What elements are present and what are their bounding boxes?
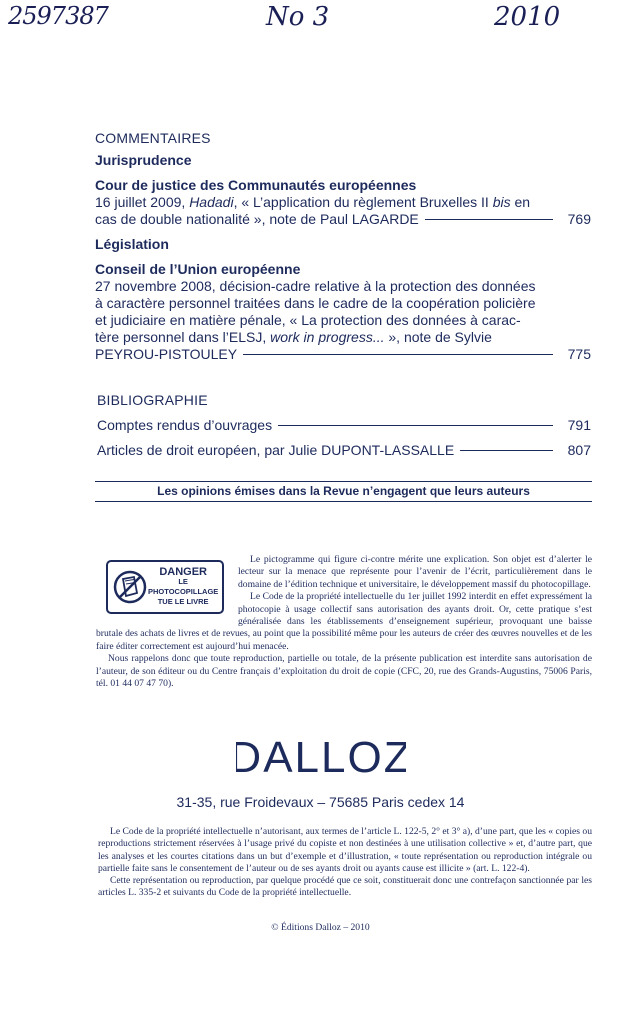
toc-entry-decision-cadre[interactable]: 27 novembre 2008, décision-cadre relative à la protection des données à caractère personnel traitées dans le cadre de la coopération policière et judiciaire en matière pénale, « La protection des données à carac- tère personnel dans l’ELSJ, work in progress... », note de Sylvie PEYROU-PISTOULEY 775 (95, 278, 591, 362)
notice-paragraph: Nous rappelons donc que toute reproduction, partielle ou totale, de la présente publication est interdite sans autorisation de l’auteur, de son éditeur ou du Centre français d’exploitation du droit de copie (CFC, 20, rue des Grands-Augustins, 75006 Paris, tél. 01 44 07 47 70). (96, 653, 592, 690)
toc-entry-comptes-rendus[interactable]: Comptes rendus d’ouvrages 791 (97, 417, 591, 433)
opinions-disclaimer: Les opinions émises dans la Revue n’engagent que leurs auteurs (95, 481, 592, 502)
notice-paragraph: Le pictogramme qui figure ci-contre mérite une explication. Son objet est d’alerter le lecteur sur la menace que représente pour l’avenir de l’écrit, particulièrement dans le domaine de l’édition technique et universitaire, le développement massif du photocopillage. (238, 554, 592, 590)
page-number: 791 (567, 417, 591, 433)
handwritten-number: 2597387 (8, 2, 108, 30)
page-number: 807 (567, 442, 591, 458)
page-number: 775 (567, 346, 591, 362)
dot-leader (425, 219, 553, 220)
council-heading: Conseil de l’Union européenne (95, 261, 301, 277)
dot-leader (243, 354, 553, 355)
heading-legislation: Législation (95, 236, 169, 252)
handwritten-issue: No 3 (266, 2, 330, 32)
dot-leader (278, 425, 553, 426)
publisher-address: 31-35, rue Froidevaux – 75685 Paris cedex 14 (176, 794, 465, 810)
handwritten-year: 2010 (494, 2, 561, 32)
publisher-logo (236, 732, 406, 780)
svg-text:DALLOZ: DALLOZ (235, 733, 406, 780)
table-of-contents (95, 130, 591, 363)
heading-jurisprudence: Jurisprudence (95, 152, 192, 168)
photocopy-notice (96, 554, 592, 690)
dalloz-logo (0, 732, 641, 785)
toc-entry-hadadi[interactable]: 16 juillet 2009, Hadadi, « L’application du règlement Bruxelles II bis en cas de double nationalité », note de Paul LAGARDE 769 (95, 194, 591, 227)
section-title-bibliographie: BIBLIOGRAPHIE (97, 392, 208, 408)
notice-paragraph: Le Code de la propriété intellectuelle du 1er juillet 1992 interdit en effet expressément la photocopie à usage collectif sans autorisation des ayants droit. Or, cette pratique s’est généralisée dans les établissements d’enseignement supérieur, provoquant une baisse brutale des achats de livres et de revues, au point que la possibilité même pour les auteurs de créer des œuvres nouvelles et de les faire éditer correctement est aujourd’hui menacée. (96, 591, 592, 652)
legal-notice (98, 826, 592, 900)
copyright: © Éditions Dalloz – 2010 (271, 922, 370, 933)
dot-leader (460, 450, 553, 451)
danger-badge: DANGER LE PHOTOCOPILLAGE TUE LE LIVRE (106, 560, 224, 614)
court-heading: Cour de justice des Communautés européennes (95, 177, 417, 193)
section-title-commentaires: COMMENTAIRES (95, 130, 211, 146)
book-photocopy-prohibited-icon (112, 569, 148, 605)
legal-paragraph: Cette représentation ou reproduction, par quelque procédé que ce soit, constituerait donc une contrefaçon sanctionnée par les articles L. 335-2 et suivants du Code de la propriété intellectuelle. (98, 875, 592, 899)
page-number: 769 (567, 211, 591, 227)
bibliographie-section (97, 392, 591, 458)
toc-entry-articles[interactable]: Articles de droit européen, par Julie DUPONT-LASSALLE 807 (97, 442, 591, 458)
legal-paragraph: Le Code de la propriété intellectuelle n’autorisant, aux termes de l’article L. 122-5, 2° et 3° a), d’une part, que les « copies ou reproductions strictement réservées à l’usage privé du copiste et non destinées à une utilisation collective » et, d’autre part, que les analyses et les courtes citations dans un but d’exemple et d’illustration, « toute représentation ou reproduction intégrale ou partielle faite sans le consentement de l’auteur ou de ses ayants droit ou ayants cause est illicite » (art. L. 122-4). (98, 826, 592, 874)
